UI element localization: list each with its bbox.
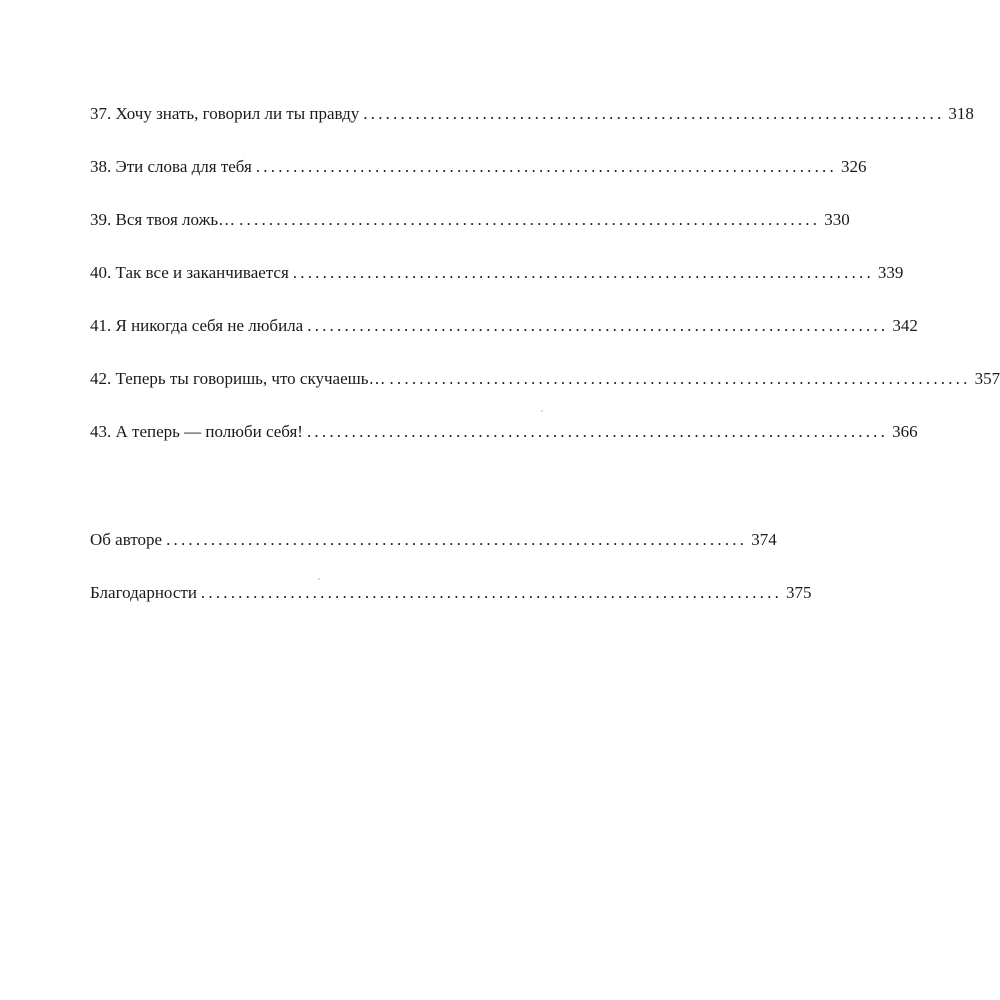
paper-speck: [541, 410, 543, 412]
toc-entry-title: 43. А теперь — полюби себя!: [90, 422, 303, 441]
toc-entry-40: [90, 262, 904, 284]
toc-entry-page: 318: [948, 104, 974, 123]
dot-leader: ..............................................................................: [306, 422, 889, 441]
toc-entry-title: 38. Эти слова для тебя: [90, 157, 252, 176]
toc-entry-title: Об авторе: [90, 530, 163, 549]
toc-entry-page: 330: [824, 210, 850, 229]
toc-entry-page: 374: [751, 530, 777, 549]
toc-entry-41: [90, 315, 918, 337]
toc-entry-title: 42. Теперь ты говоришь, что скучаешь…: [90, 369, 386, 388]
toc-entry-37: [90, 103, 974, 125]
toc-entry-39: [90, 209, 850, 231]
toc-entry-title: 37. Хочу знать, говорил ли ты правду: [90, 104, 360, 123]
dot-leader: ..............................................................................: [389, 369, 971, 388]
dot-leader: ..............................................................................: [292, 263, 874, 282]
toc-entry-page: 357: [974, 369, 1000, 388]
toc-entry-42: [90, 368, 1000, 390]
paper-speck: [318, 578, 320, 580]
toc-entry-title: Благодарности: [90, 583, 197, 602]
toc-entry-page: 342: [892, 316, 918, 335]
toc-entry-title: 40. Так все и заканчивается: [90, 263, 289, 282]
toc-entry-acknowledgements: [90, 582, 812, 604]
toc-entry-38: [90, 156, 867, 178]
dot-leader: ..............................................................................: [239, 210, 821, 229]
toc-entry-page: 339: [877, 263, 904, 282]
dot-leader: ..............................................................................: [255, 157, 837, 176]
toc-entry-about-author: [90, 529, 777, 551]
dot-leader: ..............................................................................: [363, 104, 945, 123]
dot-leader: ..............................................................................: [307, 316, 889, 335]
toc-entry-page: 375: [786, 583, 812, 602]
toc-entry-title: 41. Я никогда себя не любила: [90, 316, 304, 335]
toc-entry-page: 326: [840, 157, 867, 176]
dot-leader: ..............................................................................: [200, 583, 783, 602]
toc-entry-title: 39. Вся твоя ложь…: [90, 210, 236, 229]
dot-leader: ..............................................................................: [166, 530, 748, 549]
toc-entry-43: [90, 421, 918, 443]
toc-entry-page: 366: [892, 422, 918, 441]
